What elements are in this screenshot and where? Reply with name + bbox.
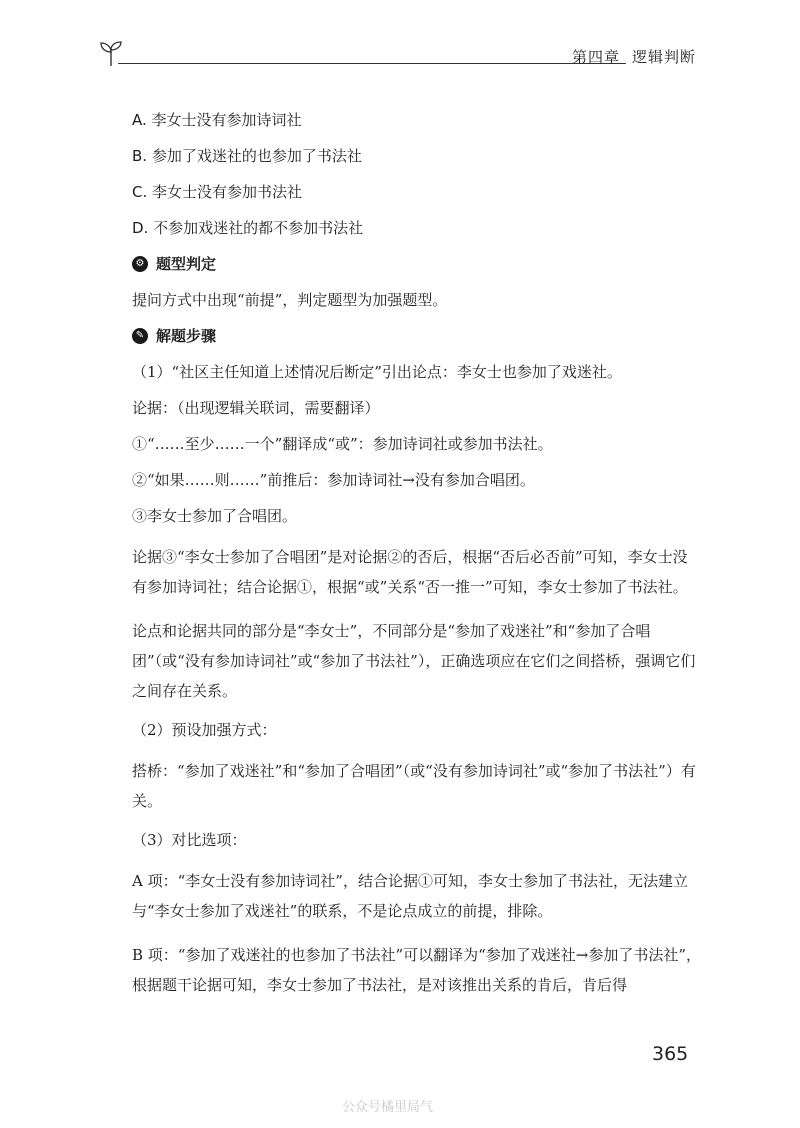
paragraph-option-a: A 项：“李女士没有参加诗词社”，结合论据①可知，李女士参加了书法社，无法建立与“李女士参加了戏迷社”的联系，不是论点成立的前提，排除。 bbox=[132, 872, 688, 920]
step-2: （2）预设加强方式： bbox=[132, 721, 277, 739]
header-rule bbox=[118, 63, 626, 64]
chapter-title: 逻辑判断 bbox=[631, 48, 696, 66]
option-a: A. 李女士没有参加诗词社 bbox=[132, 111, 302, 129]
step-1: （1）“社区主任知道上述情况后断定”引出论点：李女士也参加了戏迷社。 bbox=[132, 363, 622, 381]
page-number: 365 bbox=[652, 1043, 689, 1065]
paragraph-1: 论据③“李女士参加了合唱团”是对论据②的否后，根据“否后必否前”可知，李女士没有参加诗词社；结合论据①，根据“或”关系“否一推一”可知，李女士参加了书法社。 bbox=[132, 548, 688, 596]
page-header bbox=[96, 36, 704, 76]
paragraph-3: 搭桥：“参加了戏迷社”和“参加了合唱团”（或“没有参加诗词社”或“参加了书法社”）有关。 bbox=[132, 762, 696, 810]
option-c: C. 李女士没有参加书法社 bbox=[132, 183, 303, 201]
page-content bbox=[132, 110, 702, 1014]
chapter-label bbox=[560, 46, 696, 67]
step-argument-2: ②“如果……则……”前推后：参加诗词社→没有参加合唱团。 bbox=[132, 471, 535, 489]
chapter-number: 第四章 bbox=[571, 48, 620, 66]
step-argument-1: ①“……至少……一个”翻译成“或”：参加诗词社或参加书法社。 bbox=[132, 435, 553, 453]
type-heading bbox=[132, 254, 702, 274]
paragraph-2: 论点和论据共同的部分是“李女士”，不同部分是“参加了戏迷社”和“参加了合唱团”（或“没有参加诗词社”或“参加了书法社”），正确选项应在它们之间搭桥，强调它们之间存在关系。 bbox=[132, 622, 696, 700]
step-3: （3）对比选项： bbox=[132, 831, 247, 849]
option-b: B. 参加了戏迷社的也参加了书法社 bbox=[132, 147, 362, 165]
step-argument-3: ③李女士参加了合唱团。 bbox=[132, 507, 298, 525]
pen-icon: ✎ bbox=[132, 328, 148, 344]
steps-heading-label: 解题步骤 bbox=[156, 327, 217, 345]
type-heading-label: 题型判定 bbox=[156, 255, 217, 273]
type-text: 提问方式中出现“前提”，判定题型为加强题型。 bbox=[132, 291, 448, 309]
gear-icon: ⚙ bbox=[132, 256, 148, 272]
steps-heading bbox=[132, 326, 702, 346]
watermark: 公众号橘里局气 bbox=[342, 1100, 434, 1115]
paragraph-option-b: B 项：“参加了戏迷社的也参加了书法社”可以翻译为“参加了戏迷社→参加了书法社”，根据题干论据可知，李女士参加了书法社，是对该推出关系的肯后，肯后得 bbox=[132, 946, 702, 994]
option-d: D. 不参加戏迷社的都不参加书法社 bbox=[132, 219, 364, 237]
step-argument: 论据：（出现逻辑关联词，需要翻译） bbox=[132, 399, 380, 417]
